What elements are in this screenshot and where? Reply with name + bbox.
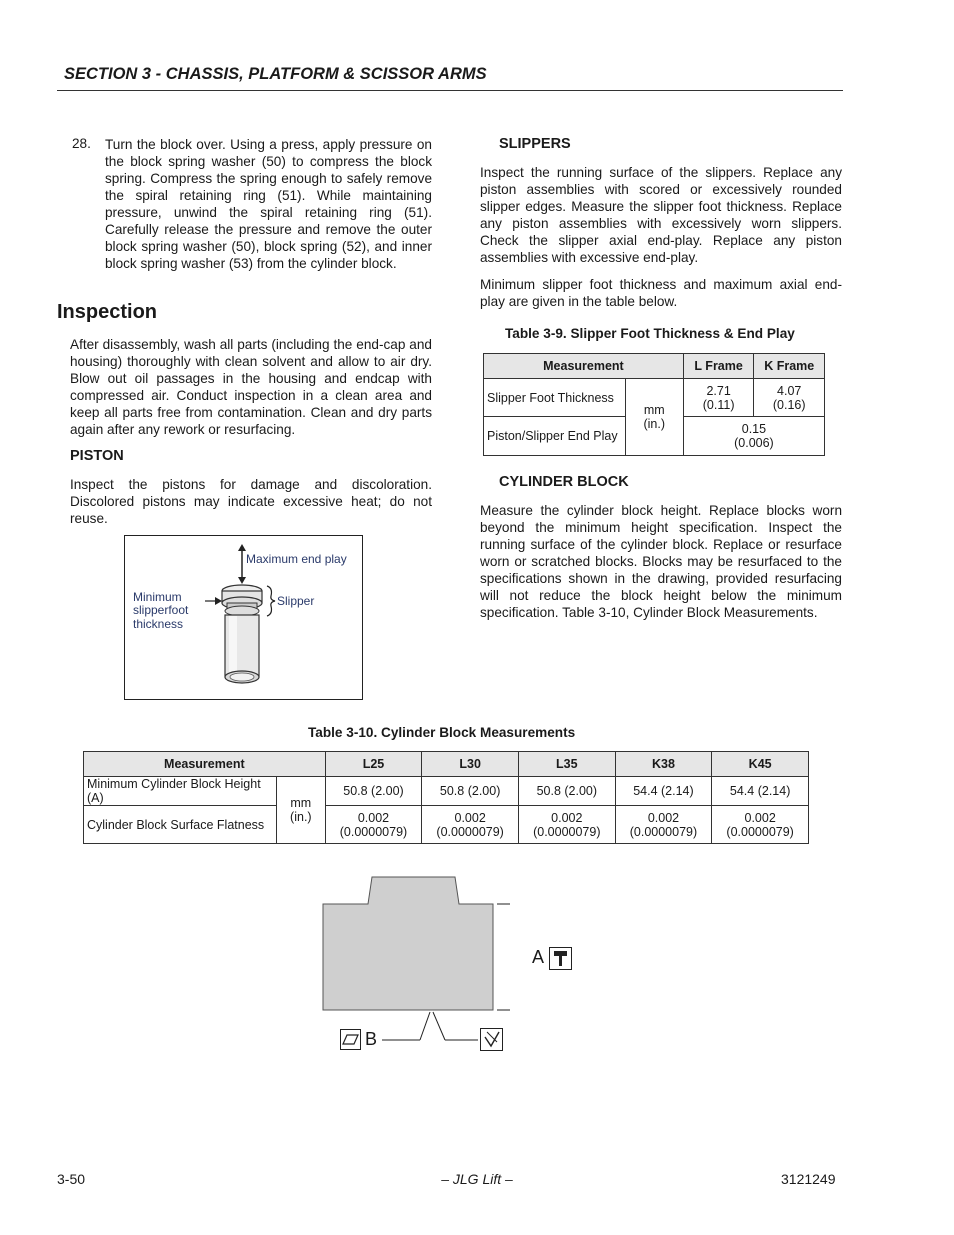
table1-unit-cell	[625, 379, 683, 456]
table2-flat-in: (0.0000079)	[339, 824, 408, 839]
table2-unit-cell	[276, 777, 325, 844]
table1-header-k-frame: K Frame	[754, 354, 825, 379]
table2-flat-mm: 0.002	[744, 810, 776, 825]
table1-l-in: (0.11)	[702, 397, 735, 412]
step-text: Turn the block over. Using a press, apply pressure on the block spring washer (50) to compress the block spring. Compress the spring enough to safely remove the spiral retaining ring (51). While maintaining pressure, unwind the spiral retaining ring (51). Carefully release the pressure and remove the outer block spring washer (50), block spring (52), and inner block spring washer (53) from the cylinder block.	[105, 137, 432, 271]
table2-flat-mm: 0.002	[454, 810, 486, 825]
end-play-label: Maximum end play	[246, 552, 347, 566]
footer-brand: – JLG Lift –	[441, 1171, 513, 1187]
table1-header-measurement: Measurement	[484, 354, 684, 379]
min-thickness-label-3: thickness	[133, 617, 184, 631]
piston-slipper-figure	[124, 535, 363, 700]
table1-unit-mm: mm	[643, 403, 665, 417]
table2-row-label: Cylinder Block Surface Flatness	[84, 806, 277, 844]
table1-caption: Table 3-9. Slipper Foot Thickness & End Play	[505, 326, 795, 341]
cylinder-block-table	[83, 751, 809, 844]
table2-flat-mm: 0.002	[647, 810, 680, 825]
header-divider	[57, 90, 843, 91]
table1-header-l-frame: L Frame	[683, 354, 754, 379]
min-thickness-label-1: Minimum	[133, 590, 182, 604]
table2-unit-mm: mm	[290, 796, 312, 810]
table2-cell: 50.8 (2.00)	[518, 777, 615, 806]
inspection-heading: Inspection	[57, 301, 158, 323]
table1-endplay-in: (0.006)	[734, 436, 774, 450]
slippers-text-2: Minimum slipper foot thickness and maximum axial end-play are given in the table below.	[480, 277, 842, 309]
table2-flat-mm: 0.002	[551, 810, 583, 825]
table2-cell	[325, 806, 422, 844]
table1-unit-in: (in.)	[643, 417, 665, 431]
table2-unit-in: (in.)	[290, 810, 312, 824]
table2-header-l35: L35	[518, 752, 615, 777]
min-thickness-label-2: slipperfoot	[133, 603, 189, 617]
table2-flat-mm: 0.002	[357, 810, 390, 825]
table1-endplay-mm: 0.15	[741, 422, 767, 436]
table2-flat-in: (0.0000079)	[726, 824, 794, 839]
table2-cell	[712, 806, 809, 844]
table2-caption: Table 3-10. Cylinder Block Measurements	[308, 725, 576, 740]
table2-flat-in: (0.0000079)	[533, 824, 601, 839]
table1-l-mm: 2.71	[706, 383, 731, 398]
table1-cell	[754, 379, 825, 417]
flatness-symbol-icon	[340, 1029, 361, 1050]
document-number: 3121249	[781, 1171, 836, 1187]
table2-header-k38: K38	[615, 752, 712, 777]
table1-cell	[683, 379, 754, 417]
slipper-table	[483, 353, 825, 456]
table2-row-label: Minimum Cylinder Block Height (A)	[84, 777, 277, 806]
page-number: 3-50	[57, 1171, 86, 1187]
slippers-text-1: Inspect the running surface of the slippers. Replace any piston assemblies with scored or excessively rounded slipper edges. Measure the slipper foot thickness. Replace any piston assemblies with excessively worn slippers. Check the slipper axial end-play. Replace any piston assemblies with excessive end-play.	[480, 165, 842, 265]
table2-flat-in: (0.0000079)	[629, 824, 698, 839]
cylinder-block-text: Measure the cylinder block height. Replace blocks worn beyond the minimum height specification. Inspect the running surface of the cylinder block. Replace or resurface worn or scratched blocks. Blocks may be resurfaced to the specifications shown in the drawing, provided resurfacing will not reduce the block height below the minimum specification. Table 3-10, Cylinder Block Measurements.	[480, 503, 842, 620]
height-measure-icon	[549, 947, 572, 970]
table1-row-label: Slipper Foot Thickness	[484, 379, 626, 417]
inspection-text: After disassembly, wash all parts (including the end-cap and housing) thoroughly with clean solvent and allow to air dry. Blow out oil passages in the housing and endcap with compressed air. Conduct inspection in a clean area and keep all parts free from contamination. Clean and dry parts again after any rework or resurfacing.	[70, 337, 432, 437]
table1-k-mm: 4.07	[777, 383, 802, 398]
table2-flat-in: (0.0000079)	[436, 824, 504, 839]
table2-header-k45: K45	[712, 752, 809, 777]
surface-finish-icon	[480, 1028, 503, 1051]
table2-cell: 50.8 (2.00)	[422, 777, 519, 806]
table2-cell: 54.4 (2.14)	[712, 777, 809, 806]
table2-cell	[422, 806, 519, 844]
slippers-heading: SLIPPERS	[499, 136, 571, 152]
table2-header-measurement: Measurement	[84, 752, 326, 777]
table1-cell	[683, 417, 824, 456]
label-a: A	[532, 947, 545, 967]
step-number: 28.	[72, 136, 91, 151]
label-b: B	[365, 1029, 378, 1049]
table2-cell: 54.4 (2.14)	[615, 777, 712, 806]
table1-k-in: (0.16)	[772, 397, 806, 412]
section-title: SECTION 3 - CHASSIS, PLATFORM & SCISSOR ARMS	[64, 65, 487, 83]
table2-header-l25: L25	[325, 752, 422, 777]
piston-text: Inspect the pistons for damage and discoloration. Discolored pistons may indicate excessive heat; do not reuse.	[70, 477, 432, 526]
table2-header-l30: L30	[422, 752, 519, 777]
table2-cell	[615, 806, 712, 844]
piston-heading: PISTON	[70, 448, 124, 464]
cylinder-block-figure	[320, 872, 545, 1057]
table2-cell	[518, 806, 615, 844]
cylinder-block-heading: CYLINDER BLOCK	[499, 474, 629, 490]
table1-row-label: Piston/Slipper End Play	[484, 417, 626, 456]
table2-cell: 50.8 (2.00)	[325, 777, 422, 806]
slipper-label: Slipper	[277, 594, 315, 608]
